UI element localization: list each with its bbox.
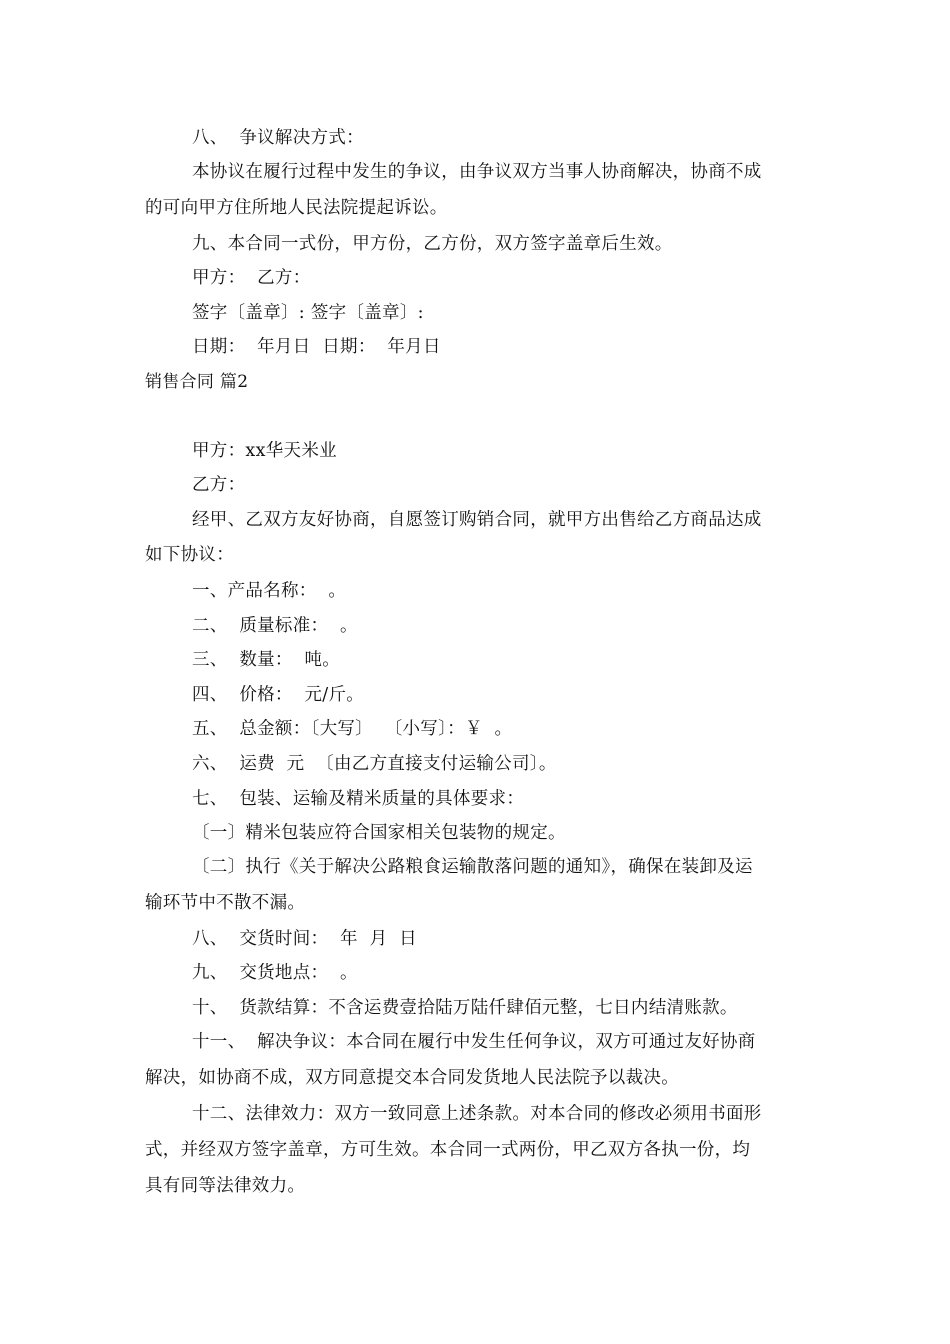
clause-8-heading: 八、 争议解决方式： <box>192 128 364 148</box>
clause-7-item-2: 〔二〕执行《关于解决公路粮食运输散落问题的通知》，确保在装卸及运 <box>192 857 753 877</box>
section-title: 销售合同 篇2 <box>145 372 249 392</box>
clause-9b: 九、 交货地点： 。 <box>192 963 358 983</box>
party-a: 甲方：xx华天米业 <box>192 441 337 461</box>
clause-5: 五、 总金额：〔大写〕 〔小写〕：￥ 。 <box>192 719 513 739</box>
clause-8-text-cont: 的可向甲方住所地人民法院提起诉讼。 <box>145 198 448 218</box>
clause-7-item-2-cont: 输环节中不散不漏。 <box>145 893 306 913</box>
clause-12-cont-2: 具有同等法律效力。 <box>145 1176 306 1196</box>
clause-3: 三、 数量： 吨。 <box>192 650 341 670</box>
party-labels: 甲方： 乙方： <box>192 268 311 288</box>
clause-11-cont: 解决，如协商不成，双方同意提交本合同发货地人民法院予以裁决。 <box>145 1068 679 1088</box>
clause-8-text: 本协议在履行过程中发生的争议，由争议双方当事人协商解决，协商不成 <box>192 162 762 182</box>
date-labels: 日期： 年月日 日期： 年月日 <box>192 337 441 357</box>
clause-6: 六、 运费 元 〔由乙方直接支付运输公司〕。 <box>192 754 557 774</box>
clause-10: 十、 货款结算：不含运费壹拾陆万陆仟肆佰元整，七日内结清账款。 <box>192 998 738 1018</box>
clause-8b: 八、 交货时间： 年 月 日 <box>192 929 417 949</box>
party-b: 乙方： <box>192 475 246 495</box>
clause-7: 七、 包装、运输及精米质量的具体要求： <box>192 789 525 809</box>
clause-4: 四、 价格： 元/斤。 <box>192 685 365 705</box>
intro-text-cont: 如下协议： <box>145 545 234 565</box>
clause-9-text: 九、本合同一式份，甲方份，乙方份，双方签字盖章后生效。 <box>192 234 673 254</box>
clause-12: 十二、法律效力：双方一致同意上述条款。对本合同的修改必须用书面形 <box>192 1104 762 1124</box>
clause-1: 一、产品名称： 。 <box>192 581 347 601</box>
signature-labels: 签字〔盖章〕: 签字〔盖章〕: <box>192 303 424 323</box>
clause-2: 二、 质量标准： 。 <box>192 616 358 636</box>
clause-11: 十一、 解决争议：本合同在履行中发生任何争议，双方可通过友好协商 <box>192 1032 756 1052</box>
clause-12-cont: 式，并经双方签字盖章，方可生效。本合同一式两份，甲乙双方各执一份，均 <box>145 1140 751 1160</box>
intro-text: 经甲、乙双方友好协商，自愿签订购销合同，就甲方出售给乙方商品达成 <box>192 510 762 530</box>
clause-7-item-1: 〔一〕精米包装应符合国家相关包装物的规定。 <box>192 823 566 843</box>
